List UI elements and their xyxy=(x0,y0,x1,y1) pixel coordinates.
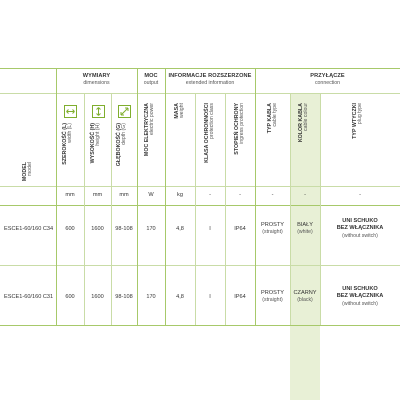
row-2-plug-sub: (without switch) xyxy=(342,300,378,307)
header-dimensions xyxy=(56,73,137,86)
header-cable-type xyxy=(267,103,279,183)
unit-protection: - xyxy=(209,192,211,198)
header-cable-colour-label: KOLOR KABLA xyxy=(298,103,304,143)
row-2-ingress: IP64 xyxy=(234,294,246,300)
header-depth xyxy=(116,123,128,183)
unit-cable-colour: - xyxy=(304,192,306,198)
row-1-power: 170 xyxy=(146,226,156,232)
row-1-plug-sub: (without switch) xyxy=(342,232,378,239)
row-1-plug-line1: UNI SCHUKO xyxy=(342,218,378,224)
header-connection xyxy=(255,73,400,86)
header-extended xyxy=(165,73,255,86)
unit-ingress: - xyxy=(239,192,241,198)
row-2-power: 170 xyxy=(146,294,156,300)
header-model-sub: model xyxy=(27,162,34,177)
group-header-rule xyxy=(0,93,400,94)
width-arrow-icon xyxy=(64,105,77,118)
header-model-label: MODEL xyxy=(22,162,28,182)
header-dimensions-sub: dimensions xyxy=(83,79,110,86)
header-power-sub: electric power xyxy=(149,103,156,136)
row-1-model: ESCE1-60/160 C34 xyxy=(4,226,54,232)
header-depth-sub: depth (G) xyxy=(121,123,128,145)
header-output-label: MOC xyxy=(144,73,158,79)
row-2-cable-type-sub: (straight) xyxy=(262,297,283,304)
unit-height: mm xyxy=(92,192,103,198)
header-protection-sub: protection class xyxy=(209,103,216,140)
row-2-model: ESCE1-60/160 C31 xyxy=(4,294,54,300)
header-power xyxy=(144,103,156,183)
header-plug-sub: plug type xyxy=(357,103,364,125)
unit-cable-type: - xyxy=(271,192,274,198)
col-divider-3 xyxy=(195,93,196,325)
header-connection-sub: connection xyxy=(314,79,341,86)
row-1-plug-line2: BEZ WŁĄCZNIKA xyxy=(336,225,384,232)
row-2-width: 600 xyxy=(65,294,75,300)
row-1-cable-type xyxy=(255,222,290,236)
header-connection-label: PRZYŁĄCZE xyxy=(310,73,345,79)
header-cable-type-sub: cable type xyxy=(272,103,279,127)
row-2-plug xyxy=(320,286,400,307)
row-1-ingress: IP64 xyxy=(234,226,246,232)
header-height xyxy=(90,123,102,183)
row-1-protection: I xyxy=(209,226,211,232)
row-1-depth: 98-108 xyxy=(115,226,133,232)
col-divider-1 xyxy=(84,93,85,325)
row-2-weight: 4,8 xyxy=(176,294,184,300)
height-arrow-icon xyxy=(92,105,105,118)
header-weight-sub: weight xyxy=(179,103,186,118)
header-plug-label: TYP WTYCZKI xyxy=(352,103,358,139)
header-cable-colour xyxy=(298,103,310,183)
header-width-label: SZEROKOŚĆ (L) xyxy=(62,123,68,165)
row-2-cable-type-label: PROSTY xyxy=(260,290,284,296)
row-2-cable-colour xyxy=(290,290,320,304)
row-1-weight: 4,8 xyxy=(176,226,184,232)
header-height-label: WYSOKOŚĆ (H) xyxy=(90,123,96,164)
header-output-sub: output xyxy=(143,79,159,86)
row-2-protection: I xyxy=(209,294,211,300)
header-cable-type-label: TYP KABLA xyxy=(267,103,273,134)
header-weight-label: MASA xyxy=(174,103,180,119)
row-2-cable-type xyxy=(255,290,290,304)
unit-depth: mm xyxy=(119,192,129,198)
header-model xyxy=(22,162,34,202)
header-width-sub: width (L) xyxy=(67,123,74,143)
row-2-cable-colour-sub: (black) xyxy=(297,297,313,304)
header-cable-colour-sub: cable colour xyxy=(303,103,310,131)
row-2-height: 1600 xyxy=(91,294,104,300)
header-weight xyxy=(174,103,186,183)
header-ingress-label: STOPIEŃ OCHRONY xyxy=(234,103,240,155)
header-width xyxy=(62,123,74,183)
row-1-cable-type-label: PROSTY xyxy=(260,222,284,228)
row-2-plug-line1: UNI SCHUKO xyxy=(342,286,378,292)
row-2-depth: 98-108 xyxy=(115,294,133,300)
row-1-cable-colour-sub: (white) xyxy=(297,229,313,236)
col-divider-2 xyxy=(111,93,112,325)
header-dimensions-label: WYMIARY xyxy=(82,73,111,79)
header-protection-label: KLASA OCHRONNOŚCI xyxy=(204,103,210,163)
row-1-width: 600 xyxy=(65,226,75,232)
row-1-cable-colour xyxy=(290,222,320,236)
header-protection xyxy=(204,103,216,183)
row-1-cable-colour-label: BIAŁY xyxy=(297,222,313,228)
header-depth-label: GŁĘBOKOŚĆ (G) xyxy=(116,123,122,167)
header-output xyxy=(137,73,165,86)
header-ingress-sub: ingress protection xyxy=(239,103,246,144)
row-divider xyxy=(0,265,400,266)
header-ingress xyxy=(234,103,246,183)
table-bottom-rule xyxy=(0,325,400,326)
row-1-plug xyxy=(320,218,400,239)
row-2-plug-line2: BEZ WŁĄCZNIKA xyxy=(336,293,384,300)
header-height-sub: height (H) xyxy=(95,123,102,146)
col-divider-4 xyxy=(225,93,226,325)
depth-arrow-icon xyxy=(118,105,131,118)
units-top-rule xyxy=(0,186,400,187)
unit-width: mm xyxy=(65,192,75,198)
table-top-rule xyxy=(0,68,400,69)
row-2-cable-colour-label: CZARNY xyxy=(293,290,317,296)
unit-weight: kg xyxy=(177,192,183,198)
header-extended-sub: extended information xyxy=(185,79,235,86)
unit-plug: - xyxy=(359,192,361,198)
unit-power: W xyxy=(148,192,154,198)
header-plug xyxy=(352,103,364,183)
units-bottom-rule xyxy=(0,205,400,206)
row-1-cable-type-sub: (straight) xyxy=(262,229,283,236)
header-extended-label: INFORMACJE ROZSZERZONE xyxy=(168,73,252,79)
header-power-label: MOC ELEKTRYCZNA xyxy=(144,103,150,157)
row-1-height: 1600 xyxy=(91,226,104,232)
